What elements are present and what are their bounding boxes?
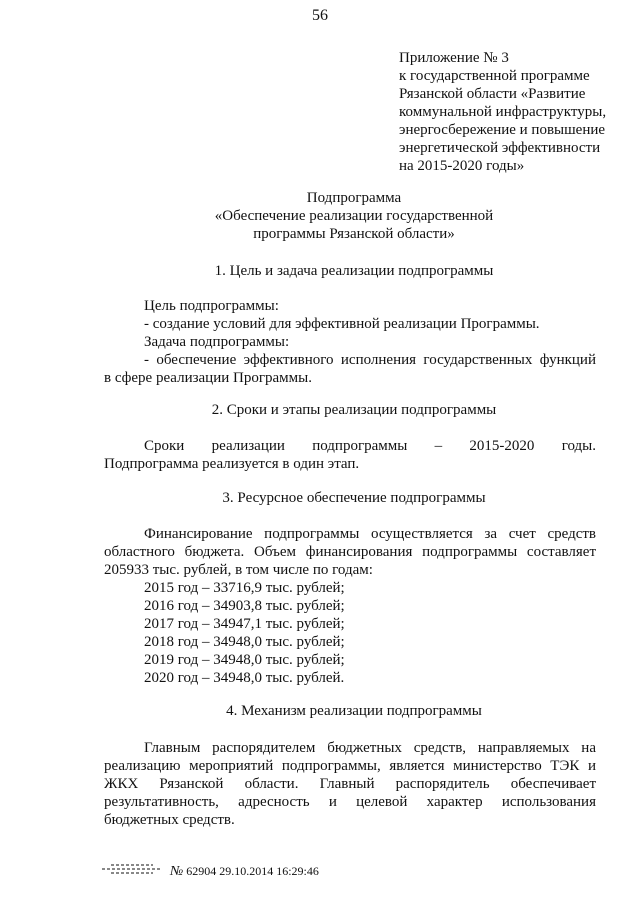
section-4-line-2: реализацию мероприятий подпрограммы, является министерство ТЭК и bbox=[104, 758, 596, 774]
year-row: 2018 год – 34948,0 тыс. рублей; bbox=[144, 634, 345, 650]
section-4-line-5: бюджетных средств. bbox=[104, 812, 235, 828]
appendix-line: Рязанской области «Развитие bbox=[399, 86, 586, 102]
goal-item: - создание условий для эффективной реализации Программы. bbox=[144, 316, 540, 332]
goal-label: Цель подпрограммы: bbox=[144, 298, 279, 314]
year-row: 2019 год – 34948,0 тыс. рублей; bbox=[144, 652, 345, 668]
barcode-stamp-icon bbox=[102, 857, 162, 881]
section-2-line-1: Сроки реализации подпрограммы – 2015-2020 годы. bbox=[144, 438, 596, 454]
page-number: 56 bbox=[312, 7, 328, 24]
registration-line bbox=[170, 862, 319, 881]
task-item-line-2: в сфере реализации Программы. bbox=[104, 370, 312, 386]
appendix-line: коммунальной инфраструктуры, bbox=[399, 104, 607, 120]
appendix-line: энергосбережение и повышение bbox=[399, 122, 606, 138]
section-1-body bbox=[104, 297, 596, 387]
appendix-line: Приложение № 3 bbox=[399, 50, 509, 66]
year-row: 2015 год – 33716,9 тыс. рублей; bbox=[144, 580, 345, 596]
task-label: Задача подпрограммы: bbox=[144, 334, 290, 350]
section-4-line-4: результативность, адресность и целевой характер использования bbox=[104, 794, 596, 810]
subprogram-title bbox=[104, 189, 604, 243]
year-row: 2016 год – 34903,8 тыс. рублей; bbox=[144, 598, 345, 614]
appendix-line: к государственной программе bbox=[399, 68, 590, 84]
section-3-body bbox=[104, 525, 596, 687]
subprogram-title-line: программы Рязанской области» bbox=[253, 226, 455, 242]
section-4-heading: 4. Механизм реализации подпрограммы bbox=[226, 703, 482, 719]
section-1-heading: 1. Цель и задача реализации подпрограммы bbox=[214, 263, 494, 279]
section-4-body bbox=[104, 739, 596, 829]
task-item-line-1: - обеспечение эффективного исполнения государственных функций bbox=[144, 352, 596, 368]
appendix-line: энергетической эффективности bbox=[399, 140, 601, 156]
subprogram-title-line: «Обеспечение реализации государственной bbox=[214, 208, 494, 224]
section-2-body bbox=[104, 437, 596, 473]
section-2-heading: 2. Сроки и этапы реализации подпрограммы bbox=[211, 402, 497, 418]
section-4-line-1: Главным распорядителем бюджетных средств, направляемых на bbox=[144, 740, 596, 756]
section-3-line-2: областного бюджета. Объем финансирования подпрограммы составляет bbox=[104, 544, 596, 560]
section-3-line-1: Финансирование подпрограммы осуществляется за счет средств bbox=[144, 526, 596, 542]
section-3-heading: 3. Ресурсное обеспечение подпрограммы bbox=[222, 490, 486, 506]
section-4-line-3: ЖКХ Рязанской области. Главный распорядитель обеспечивает bbox=[104, 776, 596, 792]
subprogram-title-line: Подпрограмма bbox=[306, 190, 402, 206]
section-2-line-2: Подпрограмма реализуется в один этап. bbox=[104, 456, 360, 472]
year-row: 2017 год – 34947,1 тыс. рублей; bbox=[144, 616, 345, 632]
number-sign: № bbox=[170, 864, 184, 879]
appendix-line: на 2015-2020 годы» bbox=[399, 158, 525, 174]
section-3-line-3: 205933 тыс. рублей, в том числе по годам: bbox=[104, 562, 373, 578]
registration-info: 62904 29.10.2014 16:29:46 bbox=[186, 864, 319, 878]
appendix-block bbox=[399, 49, 624, 175]
year-row: 2020 год – 34948,0 тыс. рублей. bbox=[144, 670, 345, 686]
